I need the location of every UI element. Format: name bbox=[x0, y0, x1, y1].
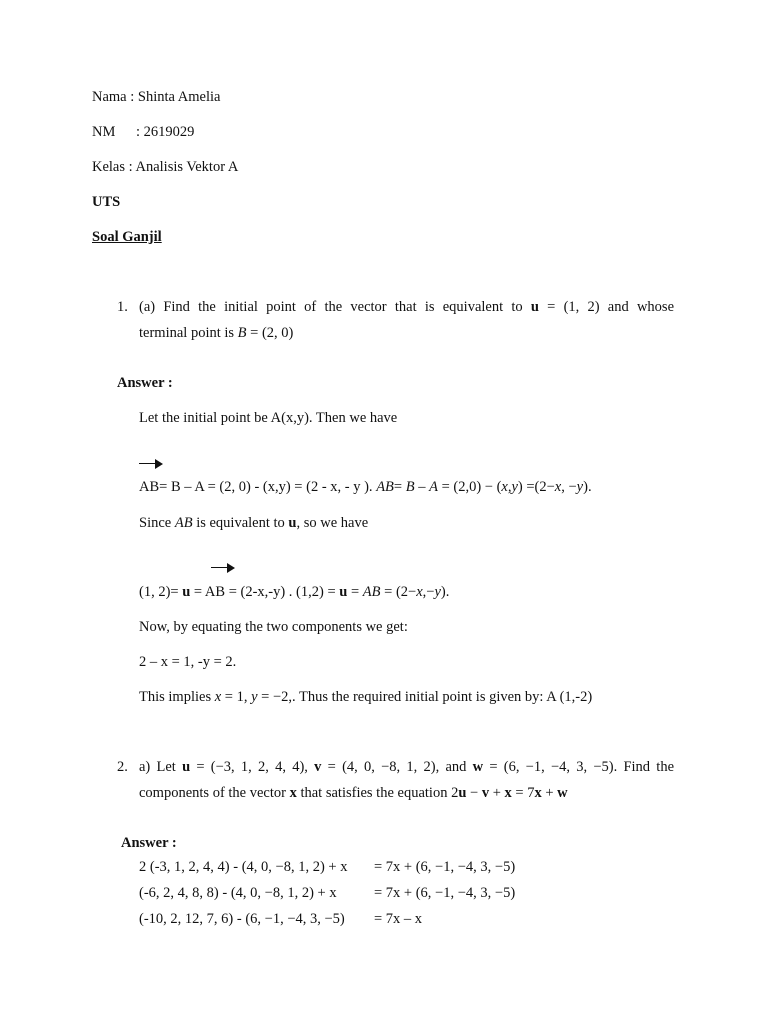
answer-1-label: Answer : bbox=[117, 375, 173, 391]
answer-2-row-1-right: = 7x + (6, −1, −4, 3, −5) bbox=[374, 859, 516, 875]
question-1-text: terminal point is bbox=[139, 325, 235, 341]
question-2-line-1: a) Let u = (−3, 1, 2, 4, 4), v = (4, 0, −8, 1, 2), and w = (6, −1, −4, 3, −5). Find the bbox=[139, 759, 675, 775]
question-1-text: = (1, 2) and whose bbox=[547, 299, 675, 315]
student-nm-value: : 2619029 bbox=[136, 124, 195, 140]
answer-1-line-3: Since AB is equivalent to u, so we have bbox=[139, 515, 369, 531]
question-1-text: Find the initial point of the vector that is equivalent to bbox=[163, 299, 523, 315]
answer-1-line-1: Let the initial point be A(x,y). Then we have bbox=[139, 410, 398, 426]
question-1-text: = (2, 0) bbox=[250, 325, 294, 341]
student-nm-label: NM bbox=[92, 124, 116, 140]
section-title: Soal Ganjil bbox=[92, 229, 162, 245]
question-1-number: 1. bbox=[117, 299, 128, 315]
question-1-line-2 bbox=[139, 324, 293, 342]
answer-1-line-4: (1, 2)= u = AB = (2-x,-y) . (1,2) = u = AB = (2−x,−y). bbox=[139, 584, 450, 600]
exam-title: UTS bbox=[92, 194, 121, 210]
answer-1-line-5: Now, by equating the two components we get: bbox=[139, 619, 408, 635]
answer-2-row-2-right: = 7x + (6, −1, −4, 3, −5) bbox=[374, 885, 516, 901]
answer-2-row-3-right: = 7x – x bbox=[374, 911, 423, 927]
answer-1-line-7: This implies x = 1, y = −2,. Thus the required initial point is given by: A (1,-2) bbox=[139, 689, 593, 705]
question-1-part: (a) bbox=[139, 299, 156, 315]
question-2-number: 2. bbox=[117, 759, 128, 775]
answer-2-row-2-left: (-6, 2, 4, 8, 8) - (4, 0, −8, 1, 2) + x bbox=[139, 885, 337, 901]
answer-2-label: Answer : bbox=[121, 835, 177, 851]
point-b: B bbox=[237, 325, 247, 341]
vector-arrow-icon bbox=[139, 459, 163, 469]
vector-u: u bbox=[530, 299, 539, 315]
question-1-line-1 bbox=[139, 298, 674, 316]
question-2-line-2: components of the vector x that satisfies the equation 2u − v + x = 7x + w bbox=[139, 785, 568, 801]
student-class: Kelas : Analisis Vektor A bbox=[92, 159, 239, 175]
answer-2-row-3-left: (-10, 2, 12, 7, 6) - (6, −1, −4, 3, −5) bbox=[139, 911, 345, 927]
vector-arrow-icon bbox=[211, 563, 235, 573]
answer-2-row-1-left: 2 (-3, 1, 2, 4, 4) - (4, 0, −8, 1, 2) + x bbox=[139, 859, 348, 875]
student-name: Nama : Shinta Amelia bbox=[92, 89, 221, 105]
answer-1-line-6: 2 – x = 1, -y = 2. bbox=[139, 654, 237, 670]
answer-1-line-2: AB= B – A = (2, 0) - (x,y) = (2 - x, - y ). AB= B – A = (2,0) − (x,y) =(2−x, −y). bbox=[139, 479, 592, 495]
